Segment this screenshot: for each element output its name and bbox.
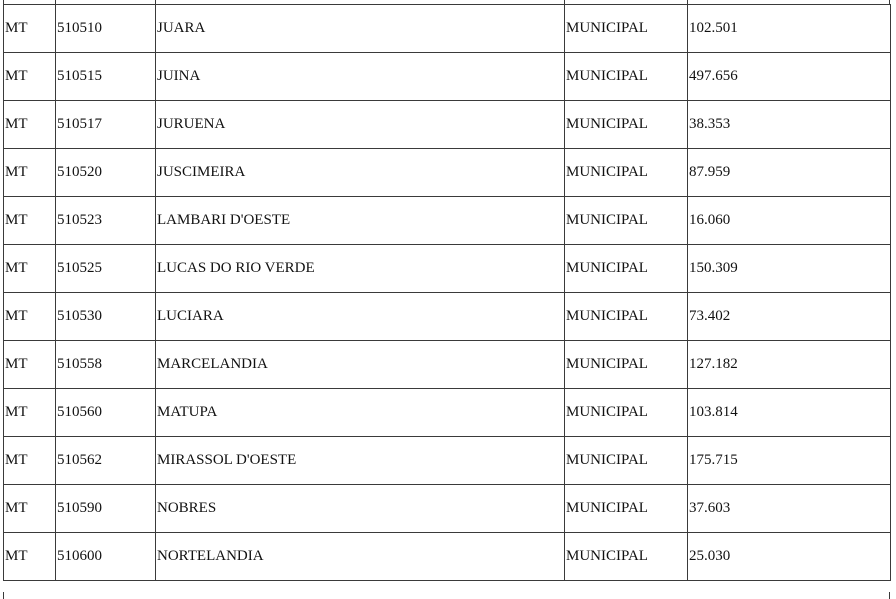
population-cell: 102.501 xyxy=(688,5,891,53)
table-row xyxy=(4,485,891,533)
municipality-name-cell: NORTELANDIA xyxy=(156,533,565,581)
code-cell: 510558 xyxy=(56,341,156,389)
population-cell: 103.814 xyxy=(688,389,891,437)
code-cell: 510510 xyxy=(56,5,156,53)
table-row xyxy=(4,389,891,437)
state-cell: MT xyxy=(4,533,56,581)
municipality-name-cell: MARCELANDIA xyxy=(156,341,565,389)
code-cell: 510525 xyxy=(56,245,156,293)
table-row xyxy=(4,149,891,197)
municipality-name-cell: LUCAS DO RIO VERDE xyxy=(156,245,565,293)
state-cell: MT xyxy=(4,197,56,245)
table-row xyxy=(4,5,891,53)
management-type-cell: MUNICIPAL xyxy=(565,197,688,245)
table-row xyxy=(4,341,891,389)
table-row xyxy=(4,197,891,245)
code-cell: 510560 xyxy=(56,389,156,437)
state-cell: MT xyxy=(4,5,56,53)
management-type-cell: MUNICIPAL xyxy=(565,341,688,389)
table-row xyxy=(4,53,891,101)
municipality-name-cell: MATUPA xyxy=(156,389,565,437)
code-cell: 510517 xyxy=(56,101,156,149)
state-cell: MT xyxy=(4,341,56,389)
municipality-table xyxy=(3,4,891,581)
code-cell: 510530 xyxy=(56,293,156,341)
code-cell: 510590 xyxy=(56,485,156,533)
municipality-name-cell: JUSCIMEIRA xyxy=(156,149,565,197)
state-cell: MT xyxy=(4,101,56,149)
table-row xyxy=(4,293,891,341)
code-cell: 510515 xyxy=(56,53,156,101)
municipality-name-cell: NOBRES xyxy=(156,485,565,533)
table-row xyxy=(4,437,891,485)
management-type-cell: MUNICIPAL xyxy=(565,5,688,53)
next-row-frame xyxy=(3,592,890,599)
population-cell: 38.353 xyxy=(688,101,891,149)
municipality-name-cell: JURUENA xyxy=(156,101,565,149)
table-row xyxy=(4,245,891,293)
state-cell: MT xyxy=(4,293,56,341)
municipality-name-cell: MIRASSOL D'OESTE xyxy=(156,437,565,485)
table-row xyxy=(4,101,891,149)
population-cell: 497.656 xyxy=(688,53,891,101)
state-cell: MT xyxy=(4,53,56,101)
management-type-cell: MUNICIPAL xyxy=(565,101,688,149)
management-type-cell: MUNICIPAL xyxy=(565,533,688,581)
population-cell: 87.959 xyxy=(688,149,891,197)
municipality-name-cell: JUARA xyxy=(156,5,565,53)
municipality-name-cell: JUINA xyxy=(156,53,565,101)
population-cell: 150.309 xyxy=(688,245,891,293)
management-type-cell: MUNICIPAL xyxy=(565,293,688,341)
population-cell: 37.603 xyxy=(688,485,891,533)
population-cell: 73.402 xyxy=(688,293,891,341)
population-cell: 127.182 xyxy=(688,341,891,389)
management-type-cell: MUNICIPAL xyxy=(565,437,688,485)
state-cell: MT xyxy=(4,149,56,197)
management-type-cell: MUNICIPAL xyxy=(565,485,688,533)
municipality-name-cell: LAMBARI D'OESTE xyxy=(156,197,565,245)
code-cell: 510520 xyxy=(56,149,156,197)
code-cell: 510600 xyxy=(56,533,156,581)
code-cell: 510523 xyxy=(56,197,156,245)
management-type-cell: MUNICIPAL xyxy=(565,389,688,437)
table-row xyxy=(4,533,891,581)
state-cell: MT xyxy=(4,485,56,533)
state-cell: MT xyxy=(4,245,56,293)
state-cell: MT xyxy=(4,389,56,437)
management-type-cell: MUNICIPAL xyxy=(565,149,688,197)
municipality-name-cell: LUCIARA xyxy=(156,293,565,341)
population-cell: 25.030 xyxy=(688,533,891,581)
population-cell: 16.060 xyxy=(688,197,891,245)
management-type-cell: MUNICIPAL xyxy=(565,245,688,293)
state-cell: MT xyxy=(4,437,56,485)
population-cell: 175.715 xyxy=(688,437,891,485)
code-cell: 510562 xyxy=(56,437,156,485)
management-type-cell: MUNICIPAL xyxy=(565,53,688,101)
